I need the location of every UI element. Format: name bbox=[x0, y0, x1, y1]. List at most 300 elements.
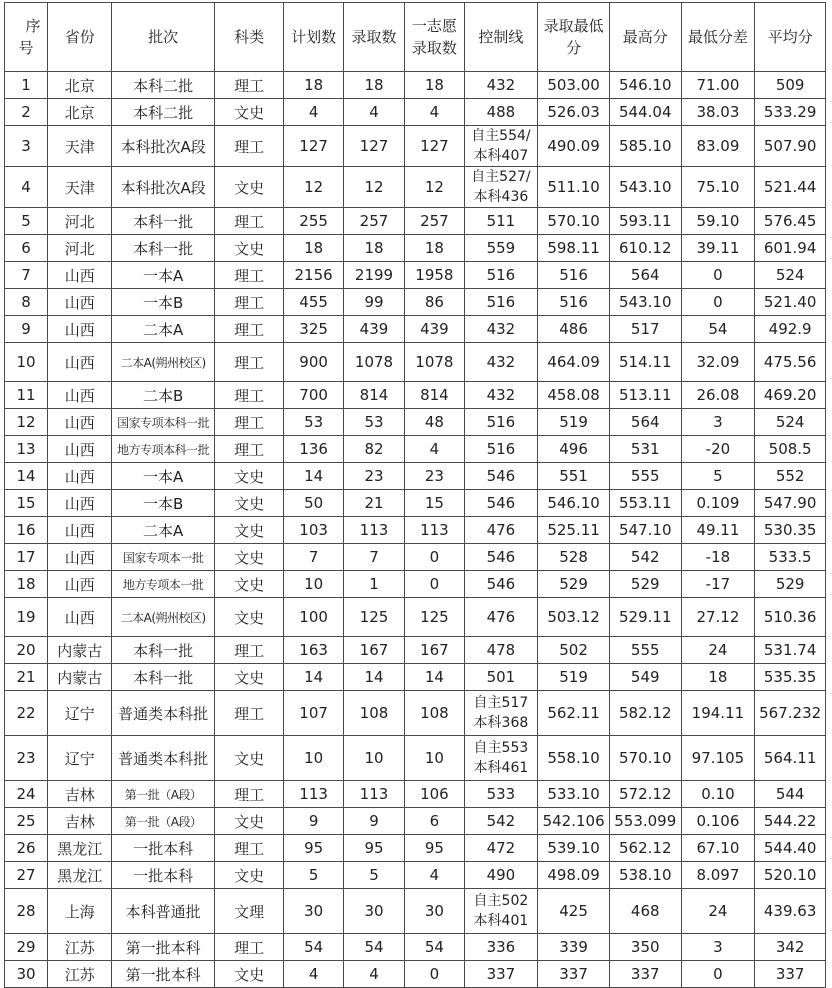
cell-max-score: 542 bbox=[609, 544, 681, 571]
cell-seq: 19 bbox=[5, 598, 48, 637]
cell-min-diff: 8.097 bbox=[681, 862, 755, 889]
cell-first-choice: 106 bbox=[405, 781, 464, 808]
cell-category: 文史 bbox=[214, 490, 284, 517]
cell-max-score: 529.11 bbox=[609, 598, 681, 637]
cell-first-choice: 14 bbox=[405, 664, 464, 691]
cell-max-score: 546.10 bbox=[609, 72, 681, 99]
cell-batch: 二本B bbox=[112, 382, 214, 409]
cell-province: 江苏 bbox=[47, 934, 111, 961]
table-row bbox=[5, 544, 826, 571]
cell-min-score: 490.09 bbox=[538, 126, 610, 167]
cell-admitted: 113 bbox=[343, 517, 404, 544]
cell-province: 河北 bbox=[47, 235, 111, 262]
cell-min-diff: 54 bbox=[681, 316, 755, 343]
control-line-text: 337 bbox=[486, 965, 516, 983]
cell-category: 文史 bbox=[214, 808, 284, 835]
cell-batch: 二本A bbox=[112, 517, 214, 544]
cell-min-diff: 0.109 bbox=[681, 490, 755, 517]
cell-min-diff: 38.03 bbox=[681, 99, 755, 126]
cell-control-line bbox=[464, 167, 538, 208]
cell-max-score: 555 bbox=[609, 637, 681, 664]
cell-max-score: 553.11 bbox=[609, 490, 681, 517]
cell-avg-score: 535.35 bbox=[755, 664, 826, 691]
control-line-text: 本科401 bbox=[473, 913, 529, 929]
cell-seq: 21 bbox=[5, 664, 48, 691]
cell-control-line bbox=[464, 934, 538, 961]
cell-batch: 本科一批 bbox=[112, 637, 214, 664]
cell-category: 理工 bbox=[214, 781, 284, 808]
cell-province: 黑龙江 bbox=[47, 862, 111, 889]
cell-min-score: 503.00 bbox=[538, 72, 610, 99]
table-row bbox=[5, 126, 826, 167]
cell-admitted: 30 bbox=[343, 889, 404, 934]
cell-control-line bbox=[464, 571, 538, 598]
cell-province: 内蒙古 bbox=[47, 637, 111, 664]
cell-max-score: 610.12 bbox=[609, 235, 681, 262]
cell-min-score: 337 bbox=[538, 961, 610, 988]
cell-avg-score: 475.56 bbox=[755, 343, 826, 382]
cell-control-line bbox=[464, 862, 538, 889]
cell-plan: 30 bbox=[284, 889, 343, 934]
cell-category: 文史 bbox=[214, 598, 284, 637]
cell-admitted: 18 bbox=[343, 72, 404, 99]
cell-seq: 6 bbox=[5, 235, 48, 262]
cell-first-choice: 54 bbox=[405, 934, 464, 961]
cell-min-score: 464.09 bbox=[538, 343, 610, 382]
cell-avg-score: 530.35 bbox=[755, 517, 826, 544]
cell-avg-score: 520.10 bbox=[755, 862, 826, 889]
cell-max-score: 593.11 bbox=[609, 208, 681, 235]
cell-min-score: 533.10 bbox=[538, 781, 610, 808]
cell-plan: 14 bbox=[284, 664, 343, 691]
cell-seq: 3 bbox=[5, 126, 48, 167]
cell-admitted: 12 bbox=[343, 167, 404, 208]
table-row bbox=[5, 637, 826, 664]
cell-control-line bbox=[464, 72, 538, 99]
cell-category: 文史 bbox=[214, 463, 284, 490]
cell-province: 山西 bbox=[47, 409, 111, 436]
cell-seq: 11 bbox=[5, 382, 48, 409]
table-row bbox=[5, 517, 826, 544]
cell-min-score: 542.106 bbox=[538, 808, 610, 835]
cell-plan: 127 bbox=[284, 126, 343, 167]
cell-seq: 13 bbox=[5, 436, 48, 463]
table-row bbox=[5, 691, 826, 736]
header-avg-score: 平均分 bbox=[755, 3, 826, 72]
cell-min-diff: 0.10 bbox=[681, 781, 755, 808]
cell-max-score: 543.10 bbox=[609, 167, 681, 208]
cell-admitted: 82 bbox=[343, 436, 404, 463]
cell-min-score: 546.10 bbox=[538, 490, 610, 517]
header-batch: 批次 bbox=[112, 3, 214, 72]
cell-admitted: 2199 bbox=[343, 262, 404, 289]
cell-province: 河北 bbox=[47, 208, 111, 235]
cell-batch: 本科批次A段 bbox=[112, 126, 214, 167]
table-row bbox=[5, 262, 826, 289]
cell-category: 理工 bbox=[214, 637, 284, 664]
cell-first-choice: 18 bbox=[405, 72, 464, 99]
cell-category: 文史 bbox=[214, 99, 284, 126]
cell-avg-score: 544 bbox=[755, 781, 826, 808]
cell-first-choice: 15 bbox=[405, 490, 464, 517]
cell-max-score: 531 bbox=[609, 436, 681, 463]
cell-avg-score: 521.44 bbox=[755, 167, 826, 208]
control-line-text: 516 bbox=[486, 293, 516, 311]
cell-admitted: 53 bbox=[343, 409, 404, 436]
table-row bbox=[5, 72, 826, 99]
cell-max-score: 564 bbox=[609, 262, 681, 289]
cell-plan: 53 bbox=[284, 409, 343, 436]
cell-admitted: 4 bbox=[343, 961, 404, 988]
cell-first-choice: 1958 bbox=[405, 262, 464, 289]
cell-control-line bbox=[464, 736, 538, 781]
cell-province: 北京 bbox=[47, 72, 111, 99]
cell-batch: 第一批本科 bbox=[112, 934, 214, 961]
cell-control-line bbox=[464, 808, 538, 835]
cell-avg-score: 510.36 bbox=[755, 598, 826, 637]
cell-category: 文史 bbox=[214, 961, 284, 988]
cell-province: 北京 bbox=[47, 99, 111, 126]
cell-first-choice: 12 bbox=[405, 167, 464, 208]
cell-seq: 10 bbox=[5, 343, 48, 382]
cell-max-score: 514.11 bbox=[609, 343, 681, 382]
cell-avg-score: 547.90 bbox=[755, 490, 826, 517]
cell-avg-score: 552 bbox=[755, 463, 826, 490]
cell-first-choice: 23 bbox=[405, 463, 464, 490]
cell-max-score: 529 bbox=[609, 571, 681, 598]
cell-admitted: 167 bbox=[343, 637, 404, 664]
control-line-text: 自主502 bbox=[473, 893, 529, 909]
cell-plan: 9 bbox=[284, 808, 343, 835]
cell-admitted: 814 bbox=[343, 382, 404, 409]
cell-min-score: 486 bbox=[538, 316, 610, 343]
cell-avg-score: 342 bbox=[755, 934, 826, 961]
cell-admitted: 21 bbox=[343, 490, 404, 517]
cell-batch: 本科普通批 bbox=[112, 889, 214, 934]
cell-batch: 一批本科 bbox=[112, 862, 214, 889]
table-row bbox=[5, 382, 826, 409]
cell-control-line bbox=[464, 544, 538, 571]
cell-control-line bbox=[464, 664, 538, 691]
cell-plan: 10 bbox=[284, 736, 343, 781]
cell-batch: 地方专项本一批 bbox=[112, 571, 214, 598]
cell-min-score: 529 bbox=[538, 571, 610, 598]
cell-first-choice: 4 bbox=[405, 862, 464, 889]
cell-control-line bbox=[464, 781, 538, 808]
cell-min-score: 528 bbox=[538, 544, 610, 571]
cell-plan: 7 bbox=[284, 544, 343, 571]
cell-control-line bbox=[464, 463, 538, 490]
cell-control-line bbox=[464, 235, 538, 262]
table-row bbox=[5, 167, 826, 208]
cell-max-score: 549 bbox=[609, 664, 681, 691]
cell-first-choice: 6 bbox=[405, 808, 464, 835]
cell-province: 辽宁 bbox=[47, 736, 111, 781]
table-row bbox=[5, 571, 826, 598]
cell-min-diff: -17 bbox=[681, 571, 755, 598]
cell-avg-score: 529 bbox=[755, 571, 826, 598]
control-line-text: 511 bbox=[486, 212, 516, 230]
cell-province: 山西 bbox=[47, 517, 111, 544]
cell-province: 上海 bbox=[47, 889, 111, 934]
cell-seq: 17 bbox=[5, 544, 48, 571]
control-line-text: 546 bbox=[486, 467, 516, 485]
control-line-text: 476 bbox=[486, 608, 516, 626]
cell-min-diff: 32.09 bbox=[681, 343, 755, 382]
cell-batch: 二本A bbox=[112, 316, 214, 343]
cell-category: 理工 bbox=[214, 289, 284, 316]
header-category: 科类 bbox=[214, 3, 284, 72]
cell-province: 内蒙古 bbox=[47, 664, 111, 691]
cell-avg-score: 564.11 bbox=[755, 736, 826, 781]
cell-first-choice: 1078 bbox=[405, 343, 464, 382]
cell-first-choice: 125 bbox=[405, 598, 464, 637]
cell-admitted: 127 bbox=[343, 126, 404, 167]
cell-avg-score: 509 bbox=[755, 72, 826, 99]
cell-category: 理工 bbox=[214, 72, 284, 99]
cell-category: 文史 bbox=[214, 517, 284, 544]
control-line-text: 490 bbox=[486, 866, 516, 884]
cell-seq: 20 bbox=[5, 637, 48, 664]
cell-province: 辽宁 bbox=[47, 691, 111, 736]
cell-min-score: 526.03 bbox=[538, 99, 610, 126]
cell-seq: 26 bbox=[5, 835, 48, 862]
cell-plan: 900 bbox=[284, 343, 343, 382]
table-row bbox=[5, 598, 826, 637]
cell-batch: 二本A(朔州校区) bbox=[112, 343, 214, 382]
cell-province: 江苏 bbox=[47, 961, 111, 988]
table-row bbox=[5, 235, 826, 262]
control-line-text: 432 bbox=[486, 76, 516, 94]
cell-category: 理工 bbox=[214, 126, 284, 167]
cell-control-line bbox=[464, 436, 538, 463]
cell-plan: 50 bbox=[284, 490, 343, 517]
cell-first-choice: 95 bbox=[405, 835, 464, 862]
cell-min-diff: -20 bbox=[681, 436, 755, 463]
cell-category: 文史 bbox=[214, 544, 284, 571]
cell-admitted: 439 bbox=[343, 316, 404, 343]
cell-min-score: 516 bbox=[538, 289, 610, 316]
cell-min-diff: 83.09 bbox=[681, 126, 755, 167]
cell-batch: 本科一批 bbox=[112, 208, 214, 235]
cell-min-diff: 3 bbox=[681, 934, 755, 961]
cell-max-score: 585.10 bbox=[609, 126, 681, 167]
table-row bbox=[5, 409, 826, 436]
cell-max-score: 517 bbox=[609, 316, 681, 343]
control-line-text: 516 bbox=[486, 266, 516, 284]
cell-avg-score: 469.20 bbox=[755, 382, 826, 409]
table-row bbox=[5, 99, 826, 126]
control-line-text: 自主517 bbox=[473, 695, 529, 711]
header-min-diff: 最低分差 bbox=[681, 3, 755, 72]
cell-category: 文史 bbox=[214, 167, 284, 208]
control-line-text: 559 bbox=[486, 239, 516, 257]
cell-admitted: 257 bbox=[343, 208, 404, 235]
cell-plan: 18 bbox=[284, 72, 343, 99]
table-row bbox=[5, 736, 826, 781]
cell-max-score: 337 bbox=[609, 961, 681, 988]
cell-admitted: 1078 bbox=[343, 343, 404, 382]
cell-seq: 18 bbox=[5, 571, 48, 598]
cell-min-score: 425 bbox=[538, 889, 610, 934]
cell-first-choice: 439 bbox=[405, 316, 464, 343]
cell-admitted: 9 bbox=[343, 808, 404, 835]
cell-first-choice: 18 bbox=[405, 235, 464, 262]
cell-min-diff: 27.12 bbox=[681, 598, 755, 637]
cell-province: 天津 bbox=[47, 126, 111, 167]
cell-first-choice: 108 bbox=[405, 691, 464, 736]
table-row bbox=[5, 436, 826, 463]
table-row bbox=[5, 490, 826, 517]
cell-avg-score: 567.232 bbox=[755, 691, 826, 736]
cell-admitted: 7 bbox=[343, 544, 404, 571]
cell-max-score: 538.10 bbox=[609, 862, 681, 889]
cell-category: 文史 bbox=[214, 235, 284, 262]
cell-max-score: 582.12 bbox=[609, 691, 681, 736]
cell-admitted: 108 bbox=[343, 691, 404, 736]
cell-min-score: 519 bbox=[538, 409, 610, 436]
cell-batch: 国家专项本科一批 bbox=[112, 409, 214, 436]
table-row bbox=[5, 463, 826, 490]
cell-batch: 一批本科 bbox=[112, 835, 214, 862]
cell-plan: 18 bbox=[284, 235, 343, 262]
cell-province: 天津 bbox=[47, 167, 111, 208]
cell-plan: 54 bbox=[284, 934, 343, 961]
cell-min-score: 551 bbox=[538, 463, 610, 490]
cell-min-score: 570.10 bbox=[538, 208, 610, 235]
cell-min-score: 339 bbox=[538, 934, 610, 961]
control-line-text: 501 bbox=[486, 668, 516, 686]
cell-seq: 8 bbox=[5, 289, 48, 316]
table-row bbox=[5, 862, 826, 889]
cell-max-score: 350 bbox=[609, 934, 681, 961]
cell-batch: 一本B bbox=[112, 289, 214, 316]
cell-avg-score: 337 bbox=[755, 961, 826, 988]
cell-category: 理工 bbox=[214, 208, 284, 235]
cell-max-score: 468 bbox=[609, 889, 681, 934]
cell-control-line bbox=[464, 637, 538, 664]
cell-control-line bbox=[464, 208, 538, 235]
control-line-text: 533 bbox=[486, 785, 516, 803]
cell-avg-score: 439.63 bbox=[755, 889, 826, 934]
cell-first-choice: 10 bbox=[405, 736, 464, 781]
cell-seq: 12 bbox=[5, 409, 48, 436]
cell-province: 山西 bbox=[47, 544, 111, 571]
cell-province: 山西 bbox=[47, 598, 111, 637]
cell-province: 吉林 bbox=[47, 781, 111, 808]
cell-avg-score: 521.40 bbox=[755, 289, 826, 316]
header-row bbox=[5, 3, 826, 72]
cell-control-line bbox=[464, 889, 538, 934]
cell-category: 文史 bbox=[214, 571, 284, 598]
cell-control-line bbox=[464, 517, 538, 544]
cell-min-diff: 97.105 bbox=[681, 736, 755, 781]
cell-seq: 30 bbox=[5, 961, 48, 988]
cell-category: 理工 bbox=[214, 343, 284, 382]
cell-avg-score: 524 bbox=[755, 409, 826, 436]
cell-category: 文理 bbox=[214, 889, 284, 934]
cell-first-choice: 30 bbox=[405, 889, 464, 934]
cell-avg-score: 576.45 bbox=[755, 208, 826, 235]
cell-max-score: 570.10 bbox=[609, 736, 681, 781]
table-row bbox=[5, 208, 826, 235]
cell-category: 文史 bbox=[214, 736, 284, 781]
cell-province: 山西 bbox=[47, 463, 111, 490]
cell-avg-score: 531.74 bbox=[755, 637, 826, 664]
cell-province: 山西 bbox=[47, 436, 111, 463]
cell-min-score: 598.11 bbox=[538, 235, 610, 262]
cell-max-score: 553.099 bbox=[609, 808, 681, 835]
cell-first-choice: 0 bbox=[405, 571, 464, 598]
cell-batch: 本科批次A段 bbox=[112, 167, 214, 208]
cell-province: 山西 bbox=[47, 382, 111, 409]
control-line-text: 546 bbox=[486, 548, 516, 566]
cell-batch: 一本A bbox=[112, 463, 214, 490]
cell-seq: 5 bbox=[5, 208, 48, 235]
cell-category: 理工 bbox=[214, 934, 284, 961]
cell-control-line bbox=[464, 316, 538, 343]
cell-admitted: 14 bbox=[343, 664, 404, 691]
cell-control-line bbox=[464, 691, 538, 736]
cell-plan: 700 bbox=[284, 382, 343, 409]
control-line-text: 本科461 bbox=[473, 760, 529, 776]
cell-first-choice: 4 bbox=[405, 99, 464, 126]
cell-min-score: 539.10 bbox=[538, 835, 610, 862]
cell-province: 山西 bbox=[47, 343, 111, 382]
cell-plan: 12 bbox=[284, 167, 343, 208]
cell-first-choice: 48 bbox=[405, 409, 464, 436]
cell-plan: 4 bbox=[284, 961, 343, 988]
cell-avg-score: 533.5 bbox=[755, 544, 826, 571]
table-row bbox=[5, 934, 826, 961]
control-line-text: 本科436 bbox=[473, 189, 529, 205]
cell-control-line bbox=[464, 382, 538, 409]
cell-batch: 本科二批 bbox=[112, 72, 214, 99]
cell-admitted: 4 bbox=[343, 99, 404, 126]
cell-max-score: 544.04 bbox=[609, 99, 681, 126]
cell-avg-score: 507.90 bbox=[755, 126, 826, 167]
cell-batch: 第一批（A段） bbox=[112, 781, 214, 808]
cell-admitted: 54 bbox=[343, 934, 404, 961]
cell-plan: 113 bbox=[284, 781, 343, 808]
cell-min-diff: 67.10 bbox=[681, 835, 755, 862]
cell-plan: 103 bbox=[284, 517, 343, 544]
cell-plan: 455 bbox=[284, 289, 343, 316]
cell-plan: 2156 bbox=[284, 262, 343, 289]
cell-min-diff: 39.11 bbox=[681, 235, 755, 262]
cell-control-line bbox=[464, 598, 538, 637]
cell-min-diff: 0 bbox=[681, 961, 755, 988]
cell-min-score: 558.10 bbox=[538, 736, 610, 781]
cell-seq: 4 bbox=[5, 167, 48, 208]
cell-province: 山西 bbox=[47, 490, 111, 517]
table-row bbox=[5, 664, 826, 691]
control-line-text: 自主527/ bbox=[471, 169, 531, 185]
cell-first-choice: 127 bbox=[405, 126, 464, 167]
cell-category: 理工 bbox=[214, 409, 284, 436]
cell-avg-score: 601.94 bbox=[755, 235, 826, 262]
table-body bbox=[5, 72, 826, 988]
cell-first-choice: 0 bbox=[405, 961, 464, 988]
cell-category: 理工 bbox=[214, 835, 284, 862]
cell-first-choice: 0 bbox=[405, 544, 464, 571]
header-plan: 计划数 bbox=[284, 3, 343, 72]
control-line-text: 488 bbox=[486, 103, 516, 121]
header-seq: 序 号 bbox=[5, 3, 48, 72]
cell-admitted: 5 bbox=[343, 862, 404, 889]
control-line-text: 472 bbox=[486, 839, 516, 857]
control-line-text: 546 bbox=[486, 575, 516, 593]
